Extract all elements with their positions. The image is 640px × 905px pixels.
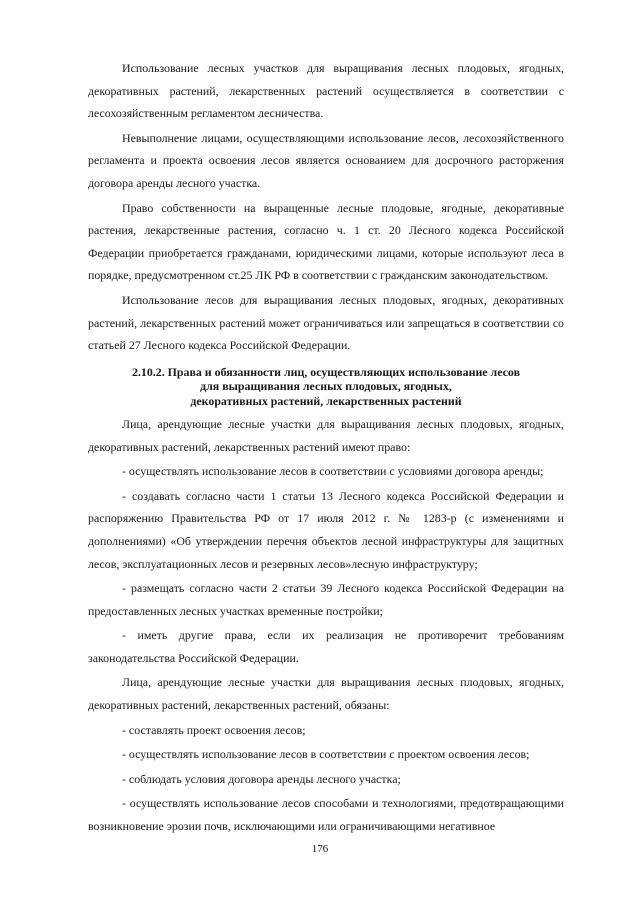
- list-item: - осуществлять использование лесов в соответствии с условиями договора аренды;: [122, 464, 544, 479]
- paragraph: Лица, арендующие лесные участки для выращивания лесных плодовых, ягодных, декоративных растений, лекарственных растений имеют право:: [88, 416, 564, 454]
- paragraph: Лица, арендующие лесные участки для выращивания лесных плодовых, ягодных, декоративных растений, лекарственных растений, обязаны:: [88, 675, 564, 713]
- paragraph: Использование лесных участков для выращивания лесных плодовых, ягодных, декоративных растений, лекарственных растений осуществляется в соответствии с лесохозяйственным регламентом лесничества.: [88, 61, 564, 121]
- list-item: - создавать согласно части 1 статьи 13 Лесного кодекса Российской Федерации и распоряжению Правительства РФ от 17 июля 2012 г. № 1283-р (с изменениями и дополнениями) «Об утверждении перечня объектов лесной инфраструктуры для защитных лесов, эксплуатационных лесов и резервных лесов»лесную инфраструктуру;: [88, 488, 564, 571]
- paragraph: Право собственности на выращенные лесные плодовые, ягодные, декоративные растения, лекарственные растения, согласно ч. 1 ст. 20 Лесного кодекса Российской Федерации приобретается гражданами, юридическими лицами, которые используют леса в порядке, предусмотренном ст.25 ЛК РФ в соответствии с гражданским законодательством.: [88, 200, 564, 283]
- list-item: - составлять проект освоения лесов;: [122, 722, 306, 737]
- page-body: [88, 57, 564, 840]
- page-number: 176: [311, 843, 329, 855]
- section-heading: [88, 365, 564, 408]
- section-heading-line: 2.10.2. Права и обязанности лиц, осуществляющих использование лесов: [131, 364, 520, 379]
- list-item: - осуществлять использование лесов в соответствии с проектом освоения лесов;: [122, 747, 530, 762]
- list-item: - осуществлять использование лесов способами и технологиями, предотвращающими возникновение эрозии почв, исключающими или ограничивающими негативное: [88, 796, 564, 834]
- list-item: - соблюдать условия договора аренды лесного участка;: [122, 771, 401, 786]
- list-item: - размещать согласно части 2 статьи 39 Лесного кодекса Российской Федерации на предоставленных лесных участках временные постройки;: [88, 581, 564, 618]
- paragraph: Невыполнение лицами, осуществляющими использование лесов, лесохозяйственного регламента и проекта освоения лесов является основанием для досрочного расторжения договора аренды лесного участка.: [88, 130, 564, 190]
- list-item: - иметь другие права, если их реализация не противоречит требованиям законодательства Российской Федерации.: [88, 628, 564, 665]
- section-heading-line: декоративных растений, лекарственных растений: [190, 393, 462, 408]
- paragraph: Использование лесов для выращивания лесных плодовых, ягодных, декоративных растений, лекарственных растений может ограничиваться или запрещаться в соответствии со статьей 27 Лесного кодекса Российской Федерации.: [88, 292, 564, 353]
- section-heading-line: для выращивания лесных плодовых, ягодных,: [200, 379, 452, 394]
